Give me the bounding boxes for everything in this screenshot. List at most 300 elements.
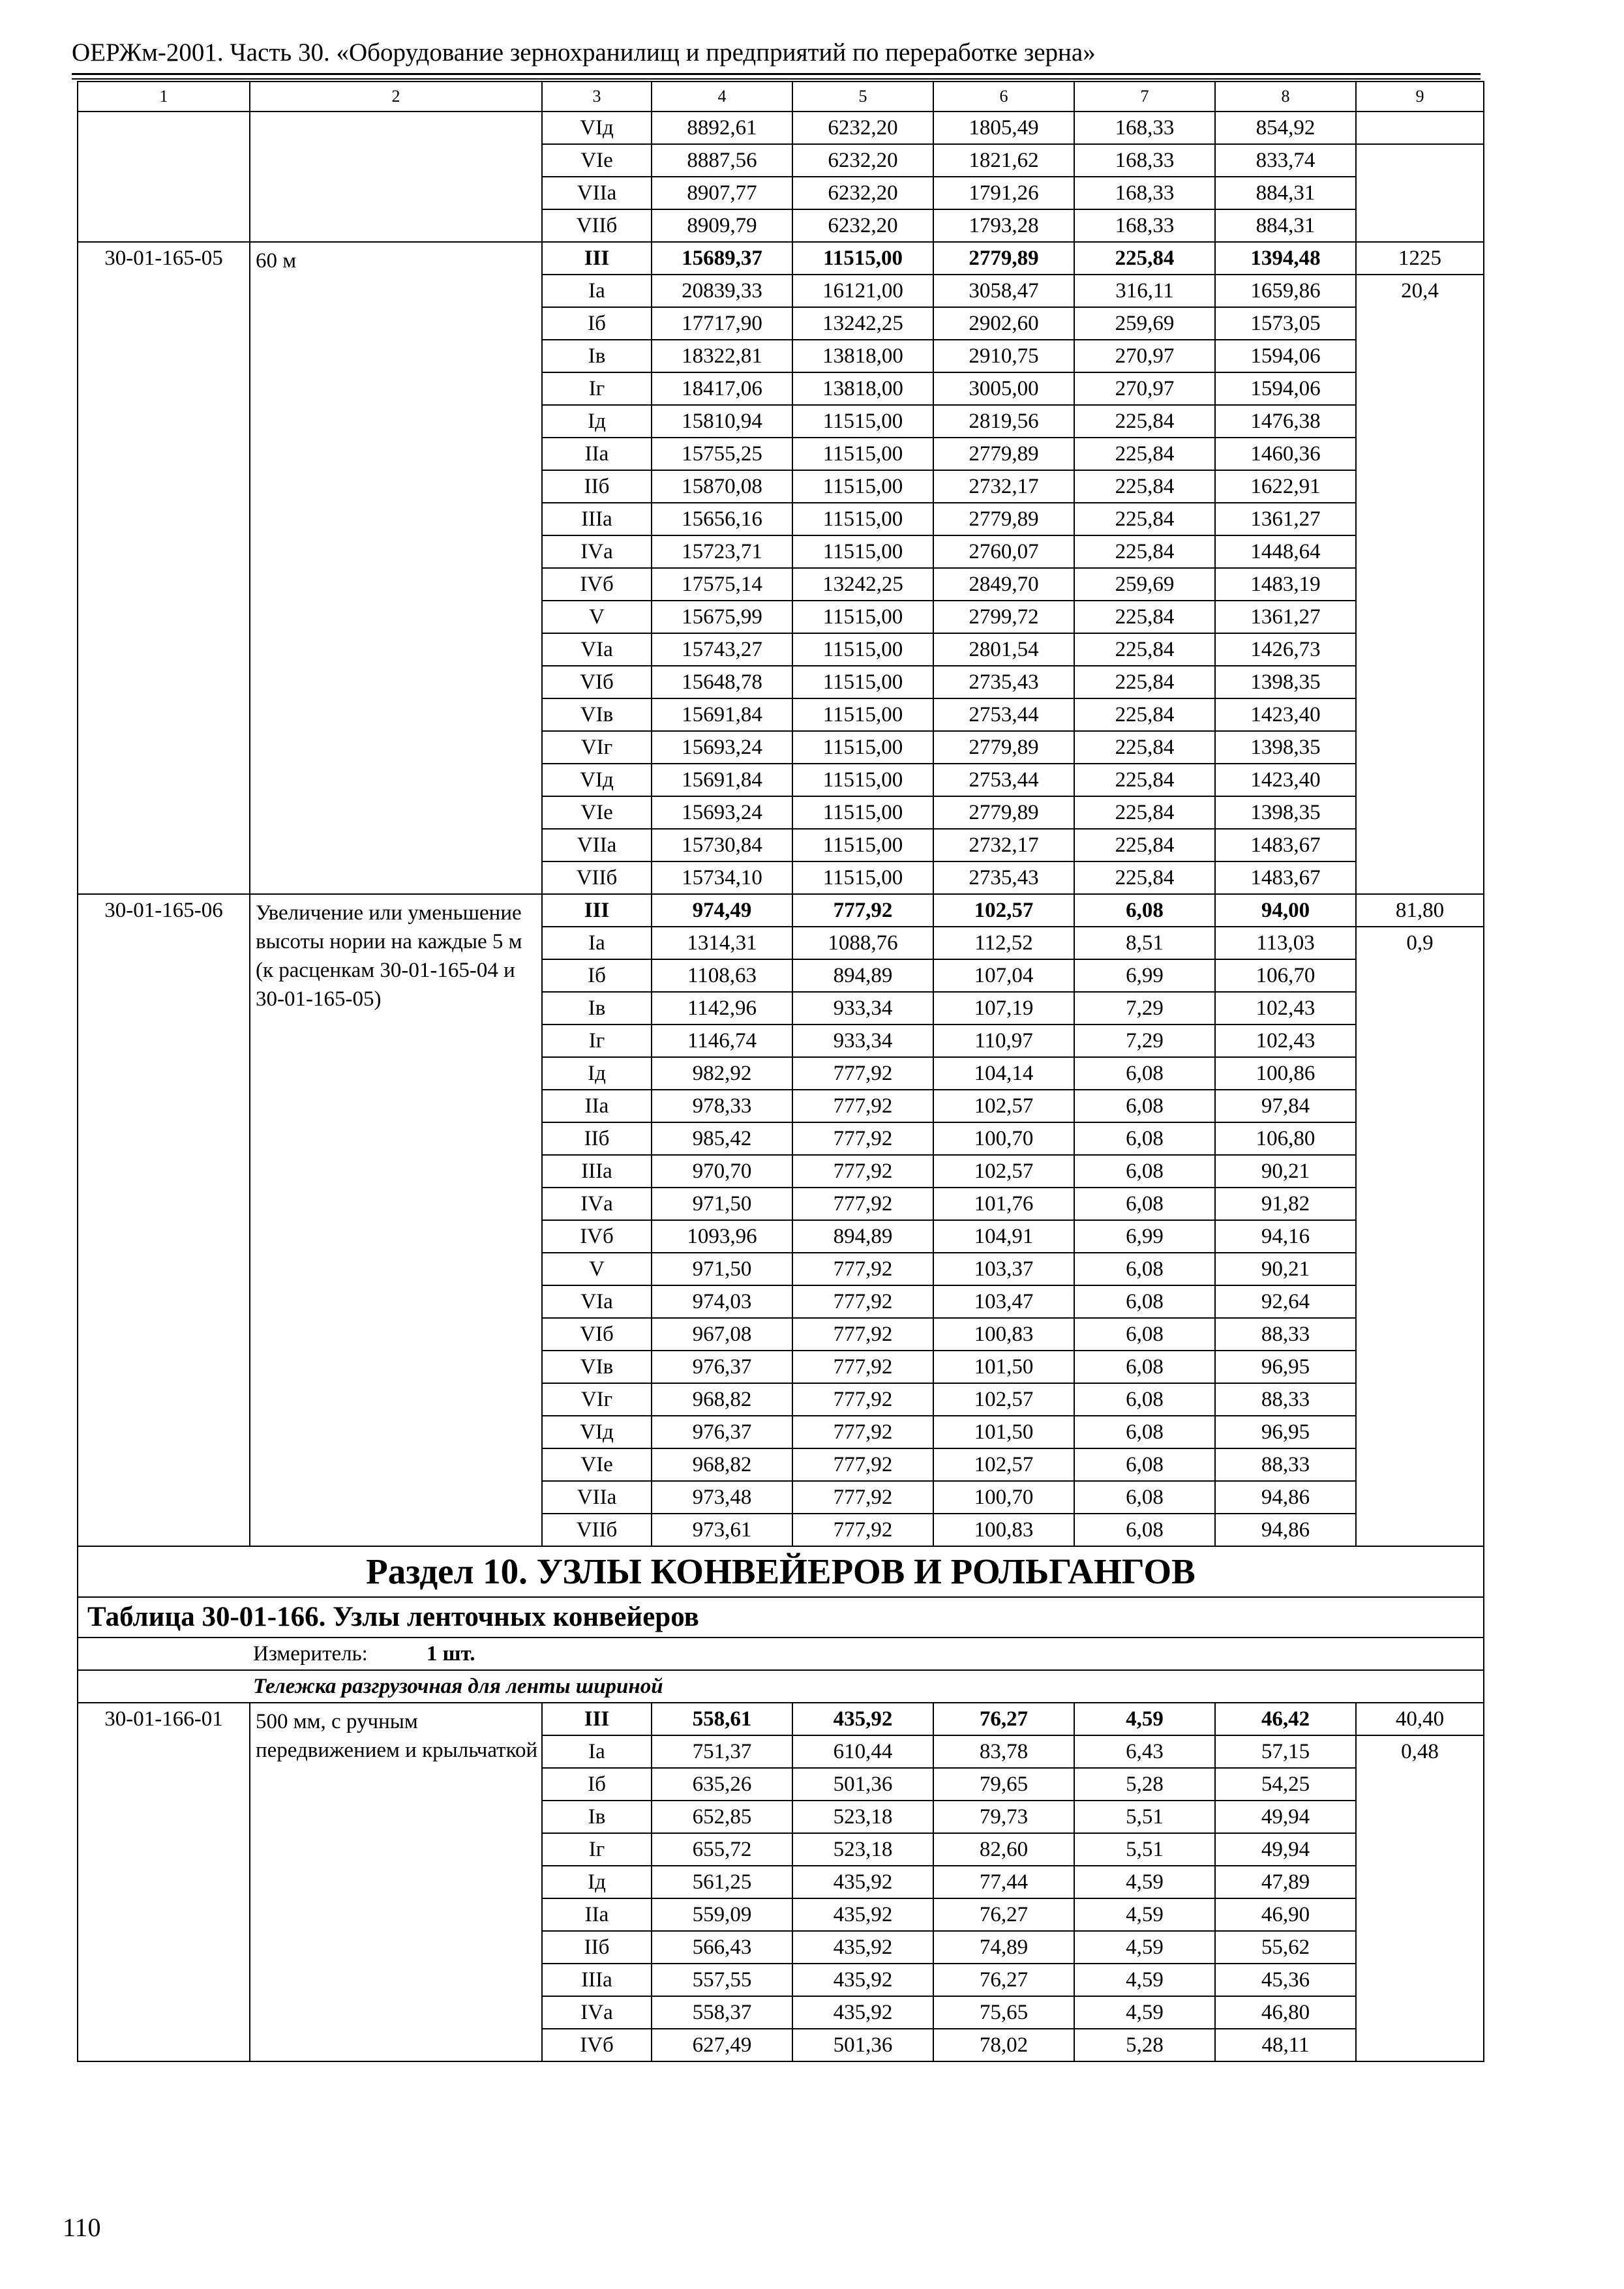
cost-value: 557,55 bbox=[652, 1964, 792, 1996]
cost-value: 6,08 bbox=[1074, 1253, 1215, 1285]
cost-value: 2732,17 bbox=[933, 470, 1074, 503]
region-zone: IVа bbox=[542, 1996, 652, 2029]
cost-value: 15730,84 bbox=[652, 829, 792, 861]
cost-value: 1314,31 bbox=[652, 927, 792, 959]
cost-value: 6,08 bbox=[1074, 1122, 1215, 1155]
cost-value: 6,99 bbox=[1074, 1220, 1215, 1253]
cost-value: 1483,67 bbox=[1215, 829, 1356, 861]
cost-value: 15675,99 bbox=[652, 601, 792, 633]
cost-value: 777,92 bbox=[792, 1514, 933, 1546]
cost-value: 94,00 bbox=[1215, 894, 1356, 927]
cost-value: 1791,26 bbox=[933, 177, 1074, 209]
region-zone: IVб bbox=[542, 2029, 652, 2061]
cost-value: 558,37 bbox=[652, 1996, 792, 2029]
cost-value: 967,08 bbox=[652, 1318, 792, 1351]
rate-code: 30-01-165-06 bbox=[78, 894, 250, 1546]
cost-value: 88,33 bbox=[1215, 1448, 1356, 1481]
cost-value: 74,89 bbox=[933, 1931, 1074, 1964]
cost-value: 566,43 bbox=[652, 1931, 792, 1964]
cost-value: 107,04 bbox=[933, 959, 1074, 992]
cost-value: 11515,00 bbox=[792, 405, 933, 438]
cost-value: 91,82 bbox=[1215, 1188, 1356, 1220]
region-zone: VIг bbox=[542, 1383, 652, 1416]
cost-value: 6232,20 bbox=[792, 112, 933, 144]
cost-value: 971,50 bbox=[652, 1253, 792, 1285]
cost-value: 15693,24 bbox=[652, 731, 792, 764]
cost-value: 777,92 bbox=[792, 1253, 933, 1285]
cost-value: 88,33 bbox=[1215, 1318, 1356, 1351]
cost-value: 7,29 bbox=[1074, 1025, 1215, 1057]
cost-value: 102,43 bbox=[1215, 1025, 1356, 1057]
cost-value: 82,60 bbox=[933, 1833, 1074, 1866]
cost-value: 1361,27 bbox=[1215, 601, 1356, 633]
cost-value: 45,36 bbox=[1215, 1964, 1356, 1996]
region-zone: IIIа bbox=[542, 1964, 652, 1996]
cost-value: 2779,89 bbox=[933, 438, 1074, 470]
cost-value: 4,59 bbox=[1074, 1866, 1215, 1898]
cost-value: 102,57 bbox=[933, 894, 1074, 927]
region-zone: IIб bbox=[542, 470, 652, 503]
column-number: 2 bbox=[250, 82, 542, 112]
cost-value: 2732,17 bbox=[933, 829, 1074, 861]
cost-value: 968,82 bbox=[652, 1448, 792, 1481]
cost-value: 6,08 bbox=[1074, 1155, 1215, 1188]
labor-cost: 0,48 bbox=[1356, 1735, 1484, 2061]
cost-value: 46,80 bbox=[1215, 1996, 1356, 2029]
region-zone: VIIа bbox=[542, 829, 652, 861]
region-zone: VIIб bbox=[542, 861, 652, 894]
region-zone: VIд bbox=[542, 764, 652, 796]
meter-line bbox=[78, 1638, 1484, 1670]
cost-value: 76,27 bbox=[933, 1703, 1074, 1735]
cost-value: 1476,38 bbox=[1215, 405, 1356, 438]
cost-value: 106,70 bbox=[1215, 959, 1356, 992]
cost-value: 1093,96 bbox=[652, 1220, 792, 1253]
cost-value: 15689,37 bbox=[652, 242, 792, 275]
cost-value: 558,61 bbox=[652, 1703, 792, 1735]
cost-value: 15734,10 bbox=[652, 861, 792, 894]
cost-value: 1594,06 bbox=[1215, 372, 1356, 405]
cost-value: 54,25 bbox=[1215, 1768, 1356, 1801]
cost-value: 225,84 bbox=[1074, 503, 1215, 535]
region-zone: Iд bbox=[542, 1866, 652, 1898]
cost-value: 11515,00 bbox=[792, 764, 933, 796]
cost-value: 777,92 bbox=[792, 1448, 933, 1481]
cost-value: 4,59 bbox=[1074, 1996, 1215, 2029]
column-number: 8 bbox=[1215, 82, 1356, 112]
labor-cost bbox=[1356, 144, 1484, 242]
region-zone: VIв bbox=[542, 698, 652, 731]
cost-value: 11515,00 bbox=[792, 698, 933, 731]
cost-value: 102,57 bbox=[933, 1383, 1074, 1416]
cost-value: 6,08 bbox=[1074, 1285, 1215, 1318]
region-zone: VIв bbox=[542, 1351, 652, 1383]
cost-value: 501,36 bbox=[792, 2029, 933, 2061]
cost-value: 270,97 bbox=[1074, 372, 1215, 405]
cost-value: 101,76 bbox=[933, 1188, 1074, 1220]
cost-value: 75,65 bbox=[933, 1996, 1074, 2029]
cost-value: 4,59 bbox=[1074, 1703, 1215, 1735]
cost-value: 103,47 bbox=[933, 1285, 1074, 1318]
cost-value: 79,65 bbox=[933, 1768, 1074, 1801]
cost-value: 1423,40 bbox=[1215, 764, 1356, 796]
cost-value: 894,89 bbox=[792, 1220, 933, 1253]
cost-value: 11515,00 bbox=[792, 438, 933, 470]
cost-value: 1398,35 bbox=[1215, 731, 1356, 764]
cost-value: 6,08 bbox=[1074, 1383, 1215, 1416]
region-zone: Iа bbox=[542, 927, 652, 959]
cost-value: 18417,06 bbox=[652, 372, 792, 405]
cost-value: 11515,00 bbox=[792, 633, 933, 666]
header-rule-thin bbox=[72, 78, 1481, 80]
cost-value: 610,44 bbox=[792, 1735, 933, 1768]
cost-value: 6,99 bbox=[1074, 959, 1215, 992]
cost-value: 2910,75 bbox=[933, 340, 1074, 372]
cost-value: 225,84 bbox=[1074, 633, 1215, 666]
cost-value: 96,95 bbox=[1215, 1416, 1356, 1448]
region-zone: IIIа bbox=[542, 1155, 652, 1188]
cost-value: 6,08 bbox=[1074, 1188, 1215, 1220]
cost-value: 13242,25 bbox=[792, 568, 933, 601]
cost-value: 225,84 bbox=[1074, 861, 1215, 894]
region-zone: VIIб bbox=[542, 1514, 652, 1546]
cost-value: 15743,27 bbox=[652, 633, 792, 666]
cost-value: 168,33 bbox=[1074, 209, 1215, 242]
cost-value: 627,49 bbox=[652, 2029, 792, 2061]
region-zone: Iг bbox=[542, 1025, 652, 1057]
cost-value: 11515,00 bbox=[792, 666, 933, 698]
column-number: 6 bbox=[933, 82, 1074, 112]
cost-value: 90,21 bbox=[1215, 1155, 1356, 1188]
cost-value: 15755,25 bbox=[652, 438, 792, 470]
cost-value: 854,92 bbox=[1215, 112, 1356, 144]
cost-value: 1622,91 bbox=[1215, 470, 1356, 503]
cost-value: 11515,00 bbox=[792, 796, 933, 829]
section-title: Раздел 10. УЗЛЫ КОНВЕЙЕРОВ И РОЛЬГАНГОВ bbox=[78, 1546, 1484, 1597]
cost-value: 968,82 bbox=[652, 1383, 792, 1416]
cost-value: 6,43 bbox=[1074, 1735, 1215, 1768]
cost-value: 259,69 bbox=[1074, 307, 1215, 340]
cost-value: 1483,67 bbox=[1215, 861, 1356, 894]
cost-value: 1594,06 bbox=[1215, 340, 1356, 372]
cost-value: 777,92 bbox=[792, 1155, 933, 1188]
cost-value: 106,80 bbox=[1215, 1122, 1356, 1155]
cost-value: 316,11 bbox=[1074, 275, 1215, 307]
cost-value: 15693,24 bbox=[652, 796, 792, 829]
column-number: 4 bbox=[652, 82, 792, 112]
cost-value: 20839,33 bbox=[652, 275, 792, 307]
cost-value: 435,92 bbox=[792, 1703, 933, 1735]
cost-value: 2779,89 bbox=[933, 796, 1074, 829]
cost-value: 94,16 bbox=[1215, 1220, 1356, 1253]
cost-value: 6232,20 bbox=[792, 177, 933, 209]
cost-value: 46,42 bbox=[1215, 1703, 1356, 1735]
cost-value: 1460,36 bbox=[1215, 438, 1356, 470]
cost-value: 974,49 bbox=[652, 894, 792, 927]
cost-value: 3005,00 bbox=[933, 372, 1074, 405]
cost-value: 1659,86 bbox=[1215, 275, 1356, 307]
header-rule-thick bbox=[72, 73, 1481, 75]
rate-description: Увеличение или уменьшение высоты нории на каждые 5 м (к расценкам 30-01-165-04 и 30-01-165-05) bbox=[250, 894, 542, 1546]
cost-value: 225,84 bbox=[1074, 535, 1215, 568]
cost-value: 933,34 bbox=[792, 1025, 933, 1057]
cost-value: 1088,76 bbox=[792, 927, 933, 959]
cost-value: 7,29 bbox=[1074, 992, 1215, 1025]
cost-value: 225,84 bbox=[1074, 829, 1215, 861]
cost-value: 435,92 bbox=[792, 1964, 933, 1996]
cost-value: 76,27 bbox=[933, 1898, 1074, 1931]
table-row bbox=[78, 242, 1484, 275]
cost-value: 777,92 bbox=[792, 1318, 933, 1351]
column-number: 9 bbox=[1356, 82, 1484, 112]
cost-value: 435,92 bbox=[792, 1931, 933, 1964]
cost-value: 6,08 bbox=[1074, 1514, 1215, 1546]
cost-value: 13818,00 bbox=[792, 372, 933, 405]
cost-value: 2779,89 bbox=[933, 731, 1074, 764]
region-zone: VIа bbox=[542, 633, 652, 666]
cost-value: 833,74 bbox=[1215, 144, 1356, 177]
cost-value: 225,84 bbox=[1074, 405, 1215, 438]
region-zone: Iв bbox=[542, 340, 652, 372]
cost-value: 6232,20 bbox=[792, 144, 933, 177]
cost-value: 113,03 bbox=[1215, 927, 1356, 959]
cost-value: 1146,74 bbox=[652, 1025, 792, 1057]
cost-value: 102,57 bbox=[933, 1155, 1074, 1188]
region-zone: Iг bbox=[542, 1833, 652, 1866]
cost-value: 100,70 bbox=[933, 1122, 1074, 1155]
region-zone: VIб bbox=[542, 1318, 652, 1351]
region-zone: VIе bbox=[542, 144, 652, 177]
cost-value: 100,86 bbox=[1215, 1057, 1356, 1090]
cost-value: 259,69 bbox=[1074, 568, 1215, 601]
cost-value: 49,94 bbox=[1215, 1833, 1356, 1866]
cost-value: 101,50 bbox=[933, 1351, 1074, 1383]
cost-value: 3058,47 bbox=[933, 275, 1074, 307]
cost-value: 5,28 bbox=[1074, 1768, 1215, 1801]
region-zone: Iб bbox=[542, 307, 652, 340]
cost-value: 225,84 bbox=[1074, 764, 1215, 796]
cost-value: 11515,00 bbox=[792, 829, 933, 861]
cost-value: 100,70 bbox=[933, 1481, 1074, 1514]
cost-value: 18322,81 bbox=[652, 340, 792, 372]
cost-value: 225,84 bbox=[1074, 731, 1215, 764]
cost-value: 2735,43 bbox=[933, 861, 1074, 894]
region-zone: Iд bbox=[542, 405, 652, 438]
cost-value: 6,08 bbox=[1074, 1057, 1215, 1090]
cost-value: 79,73 bbox=[933, 1801, 1074, 1833]
cost-value: 57,15 bbox=[1215, 1735, 1356, 1768]
cost-value: 17575,14 bbox=[652, 568, 792, 601]
region-zone: IIа bbox=[542, 438, 652, 470]
region-zone: VIIб bbox=[542, 209, 652, 242]
cost-value: 94,86 bbox=[1215, 1481, 1356, 1514]
cost-value: 501,36 bbox=[792, 1768, 933, 1801]
cost-value: 1483,19 bbox=[1215, 568, 1356, 601]
cost-value: 884,31 bbox=[1215, 209, 1356, 242]
cost-value: 15810,94 bbox=[652, 405, 792, 438]
cost-value: 16121,00 bbox=[792, 275, 933, 307]
column-numbers-row bbox=[78, 82, 1484, 112]
region-zone: IVа bbox=[542, 1188, 652, 1220]
cost-value: 90,21 bbox=[1215, 1253, 1356, 1285]
column-number: 3 bbox=[542, 82, 652, 112]
region-zone: III bbox=[542, 894, 652, 927]
labor-cost: 1225 bbox=[1356, 242, 1484, 275]
region-zone: Iд bbox=[542, 1057, 652, 1090]
cost-value: 2799,72 bbox=[933, 601, 1074, 633]
cost-value: 15870,08 bbox=[652, 470, 792, 503]
cost-value: 168,33 bbox=[1074, 177, 1215, 209]
cost-value: 76,27 bbox=[933, 1964, 1074, 1996]
region-zone: Iг bbox=[542, 372, 652, 405]
cost-value: 652,85 bbox=[652, 1801, 792, 1833]
cost-value: 270,97 bbox=[1074, 340, 1215, 372]
cost-value: 11515,00 bbox=[792, 242, 933, 275]
region-zone: VIд bbox=[542, 112, 652, 144]
cost-value: 1142,96 bbox=[652, 992, 792, 1025]
cost-value: 1398,35 bbox=[1215, 796, 1356, 829]
region-zone: VIе bbox=[542, 796, 652, 829]
cost-value: 2753,44 bbox=[933, 698, 1074, 731]
cost-value: 4,59 bbox=[1074, 1931, 1215, 1964]
region-zone: VIIа bbox=[542, 1481, 652, 1514]
cost-value: 6,08 bbox=[1074, 894, 1215, 927]
cost-value: 435,92 bbox=[792, 1898, 933, 1931]
cost-value: 1426,73 bbox=[1215, 633, 1356, 666]
cost-value: 777,92 bbox=[792, 1057, 933, 1090]
cost-value: 4,59 bbox=[1074, 1898, 1215, 1931]
cost-value: 1793,28 bbox=[933, 209, 1074, 242]
column-number: 1 bbox=[78, 82, 250, 112]
subheading: Тележка разгрузочная для ленты шириной bbox=[78, 1670, 1484, 1703]
cost-value: 777,92 bbox=[792, 1285, 933, 1318]
region-zone: VIIа bbox=[542, 177, 652, 209]
cost-value: 435,92 bbox=[792, 1996, 933, 2029]
cost-value: 1361,27 bbox=[1215, 503, 1356, 535]
cost-value: 225,84 bbox=[1074, 438, 1215, 470]
cost-value: 2735,43 bbox=[933, 666, 1074, 698]
cost-value: 1805,49 bbox=[933, 112, 1074, 144]
cost-value: 561,25 bbox=[652, 1866, 792, 1898]
cost-value: 6232,20 bbox=[792, 209, 933, 242]
cost-value: 5,51 bbox=[1074, 1833, 1215, 1866]
cost-value: 17717,90 bbox=[652, 307, 792, 340]
cost-value: 777,92 bbox=[792, 1122, 933, 1155]
region-zone: IVб bbox=[542, 568, 652, 601]
cost-value: 655,72 bbox=[652, 1833, 792, 1866]
cost-value: 894,89 bbox=[792, 959, 933, 992]
cost-value: 559,09 bbox=[652, 1898, 792, 1931]
cost-value: 100,83 bbox=[933, 1318, 1074, 1351]
cost-value: 13818,00 bbox=[792, 340, 933, 372]
cost-value: 777,92 bbox=[792, 1351, 933, 1383]
page-header: ОЕРЖм-2001. Часть 30. «Оборудование зернохранилищ и предприятий по переработке зерна» bbox=[72, 38, 1096, 67]
price-table bbox=[77, 81, 1484, 2062]
table-title: Таблица 30-01-166. Узлы ленточных конвейеров bbox=[78, 1597, 1484, 1638]
cost-value: 8887,56 bbox=[652, 144, 792, 177]
section-title-row bbox=[78, 1546, 1484, 1597]
cost-value: 15691,84 bbox=[652, 764, 792, 796]
cost-value: 5,28 bbox=[1074, 2029, 1215, 2061]
labor-cost: 0,9 bbox=[1356, 927, 1484, 1546]
cost-value: 48,11 bbox=[1215, 2029, 1356, 2061]
cost-value: 6,08 bbox=[1074, 1090, 1215, 1122]
region-zone: V bbox=[542, 1253, 652, 1285]
region-zone: IIа bbox=[542, 1898, 652, 1931]
cost-value: 101,50 bbox=[933, 1416, 1074, 1448]
subheading-row bbox=[78, 1670, 1484, 1703]
cost-value: 103,37 bbox=[933, 1253, 1074, 1285]
cost-value: 78,02 bbox=[933, 2029, 1074, 2061]
cost-value: 225,84 bbox=[1074, 242, 1215, 275]
rate-code: 30-01-165-05 bbox=[78, 242, 250, 894]
cost-value: 6,08 bbox=[1074, 1351, 1215, 1383]
labor-cost: 81,80 bbox=[1356, 894, 1484, 927]
cost-value: 168,33 bbox=[1074, 144, 1215, 177]
cost-value: 2760,07 bbox=[933, 535, 1074, 568]
cost-value: 777,92 bbox=[792, 1416, 933, 1448]
cost-value: 6,08 bbox=[1074, 1481, 1215, 1514]
cost-value: 47,89 bbox=[1215, 1866, 1356, 1898]
cost-value: 225,84 bbox=[1074, 666, 1215, 698]
cost-value: 976,37 bbox=[652, 1416, 792, 1448]
cost-value: 11515,00 bbox=[792, 503, 933, 535]
cost-value: 168,33 bbox=[1074, 112, 1215, 144]
cost-value: 2819,56 bbox=[933, 405, 1074, 438]
cost-value: 976,37 bbox=[652, 1351, 792, 1383]
table-row bbox=[78, 894, 1484, 927]
cost-value: 88,33 bbox=[1215, 1383, 1356, 1416]
cost-value: 8909,79 bbox=[652, 209, 792, 242]
cost-value: 225,84 bbox=[1074, 698, 1215, 731]
meter-value: 1 шт. bbox=[426, 1642, 475, 1666]
region-zone: III bbox=[542, 1703, 652, 1735]
region-zone: VIе bbox=[542, 1448, 652, 1481]
cost-value: 777,92 bbox=[792, 894, 933, 927]
cost-value: 982,92 bbox=[652, 1057, 792, 1090]
cost-value: 985,42 bbox=[652, 1122, 792, 1155]
cost-value: 11515,00 bbox=[792, 470, 933, 503]
cost-value: 11515,00 bbox=[792, 731, 933, 764]
cost-value: 435,92 bbox=[792, 1866, 933, 1898]
cost-value: 15648,78 bbox=[652, 666, 792, 698]
labor-cost: 20,4 bbox=[1356, 275, 1484, 894]
table-title-row bbox=[78, 1597, 1484, 1638]
cost-value: 1108,63 bbox=[652, 959, 792, 992]
region-zone: Iб bbox=[542, 959, 652, 992]
cost-value: 1394,48 bbox=[1215, 242, 1356, 275]
rate-description bbox=[250, 112, 542, 242]
cost-value: 77,44 bbox=[933, 1866, 1074, 1898]
region-zone: III bbox=[542, 242, 652, 275]
cost-value: 5,51 bbox=[1074, 1801, 1215, 1833]
labor-cost bbox=[1356, 112, 1484, 144]
cost-value: 225,84 bbox=[1074, 601, 1215, 633]
cost-value: 2801,54 bbox=[933, 633, 1074, 666]
table-body bbox=[78, 82, 1484, 2061]
region-zone: IVа bbox=[542, 535, 652, 568]
cost-value: 15656,16 bbox=[652, 503, 792, 535]
region-zone: VIа bbox=[542, 1285, 652, 1318]
cost-value: 6,08 bbox=[1074, 1416, 1215, 1448]
region-zone: IIа bbox=[542, 1090, 652, 1122]
cost-value: 8907,77 bbox=[652, 177, 792, 209]
cost-value: 973,48 bbox=[652, 1481, 792, 1514]
cost-value: 973,61 bbox=[652, 1514, 792, 1546]
region-zone: Iа bbox=[542, 275, 652, 307]
cost-value: 884,31 bbox=[1215, 177, 1356, 209]
cost-value: 225,84 bbox=[1074, 796, 1215, 829]
